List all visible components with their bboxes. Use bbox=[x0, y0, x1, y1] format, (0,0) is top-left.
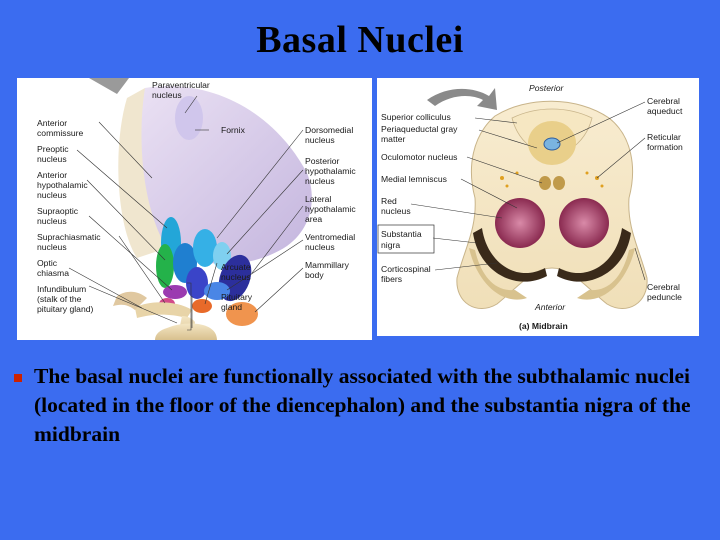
orientation-arrow bbox=[89, 78, 129, 94]
paraventricular-label: Paraventricular nucleus bbox=[152, 80, 210, 100]
anterior-commissure-label: Anterior commissure bbox=[37, 118, 84, 138]
dorsomedial-label: Dorsomedial nucleus bbox=[305, 125, 354, 145]
midbrain-illustration bbox=[377, 78, 699, 336]
pituitary-gland bbox=[155, 324, 217, 340]
substantia-nigra-label: Substantia nigra bbox=[381, 229, 422, 250]
mammillary-label: Mammillary body bbox=[305, 260, 349, 280]
ventromedial-label: Ventromedial nucleus bbox=[305, 232, 356, 252]
red-nucleus-left bbox=[495, 198, 545, 248]
slide-title: Basal Nuclei bbox=[256, 19, 464, 61]
paraventricular-nucleus bbox=[175, 96, 203, 140]
posterior-hypothalamic-label: Posterior hypothalamic nucleus bbox=[305, 156, 356, 186]
preoptic-label: Preoptic nucleus bbox=[37, 144, 69, 164]
bullet-item bbox=[14, 362, 704, 449]
posterior-label: Posterior bbox=[529, 83, 564, 93]
arcuate-nucleus bbox=[192, 299, 212, 313]
oculomotor-label: Oculomotor nucleus bbox=[381, 152, 458, 162]
superior-colliculus-label: Superior colliculus bbox=[381, 112, 451, 122]
bullet-square-icon bbox=[14, 374, 22, 382]
anterior-hypothalamic-label: Anterior hypothalamic nucleus bbox=[37, 170, 88, 200]
midbrain-figure bbox=[377, 78, 699, 336]
dorsomedial-nucleus bbox=[193, 229, 217, 267]
supraoptic-label: Supraoptic nucleus bbox=[37, 206, 79, 226]
cerebral-peduncle-label: Cerebral peduncle bbox=[647, 282, 682, 302]
arcuate-label: Arcuate nucleus bbox=[221, 262, 251, 282]
figure-caption: (a) Midbrain bbox=[519, 321, 568, 331]
oculomotor-nucleus-left bbox=[539, 176, 551, 190]
suprachiasmatic-label: Suprachiasmatic nucleus bbox=[37, 232, 101, 252]
medial-lemniscus-label: Medial lemniscus bbox=[381, 174, 447, 184]
cerebral-aqueduct-label: Cerebral aqueduct bbox=[647, 96, 683, 116]
hypothalamus-figure bbox=[17, 78, 372, 340]
periaqueductal-label: Periaqueductal gray matter bbox=[381, 124, 458, 144]
anterior-hypothalamic-nucleus bbox=[156, 244, 174, 288]
optic-chiasma bbox=[135, 302, 192, 318]
hypothalamus-illustration bbox=[17, 78, 372, 340]
corticospinal-label: Corticospinal fibers bbox=[381, 264, 431, 284]
bullet-text: The basal nuclei are functionally associated with the subthalamic nuclei (located in the floor of the diencephalon) and the substantia nigra of the midbrain bbox=[34, 364, 691, 446]
red-nucleus-label: Red nucleus bbox=[381, 196, 411, 216]
anterior-label: Anterior bbox=[535, 302, 566, 312]
pituitary-label: Pituitary gland bbox=[221, 292, 253, 312]
lateral-hypothalamic-label: Lateral hypothalamic area bbox=[305, 194, 356, 224]
cerebral-aqueduct bbox=[544, 138, 560, 150]
red-nucleus-right bbox=[559, 198, 609, 248]
reticular-formation-label: Reticular formation bbox=[647, 132, 683, 152]
fornix-label: Fornix bbox=[221, 125, 245, 135]
orientation-arrow bbox=[427, 88, 497, 110]
supraoptic-nucleus bbox=[163, 285, 187, 299]
optic-chiasma-label: Optic chiasma bbox=[37, 258, 69, 278]
oculomotor-nucleus-right bbox=[553, 176, 565, 190]
infundibulum-label: Infundibulum (stalk of the pituitary gland) bbox=[37, 284, 94, 314]
